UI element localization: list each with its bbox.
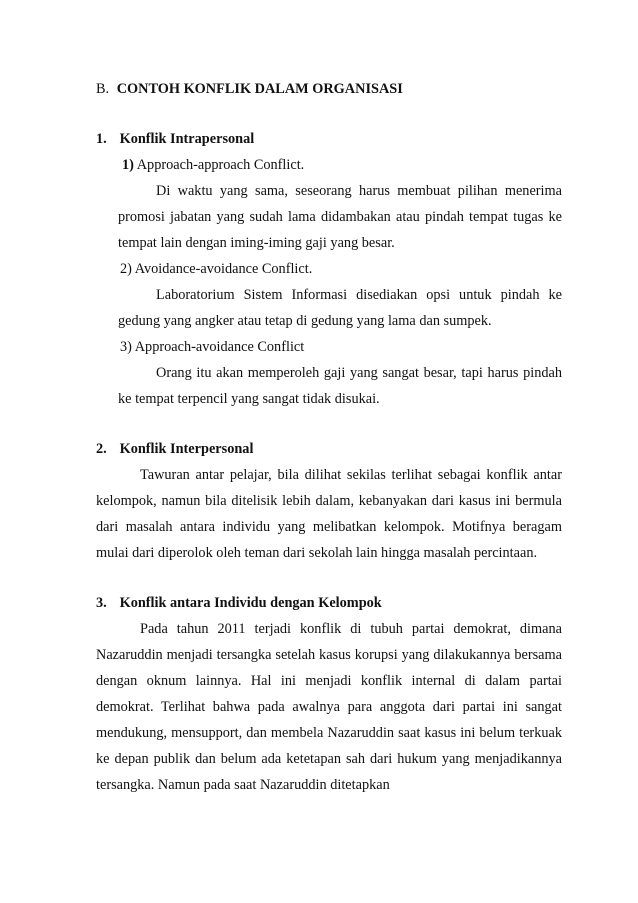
part-paragraph: Pada tahun 2011 terjadi konflik di tubuh partai demokrat, dimana Nazaruddin menjadi tersangka setelah kasus korupsi yang dilakukannya bersama dengan oknum lainnya. Hal ini menjadi konflik internal di dalam partai demokrat. Terlihat bahwa pada awalnya para anggota dari partai ini sangat mendukung, mensupport, dan membela Nazaruddin saat kasus ini belum terkuak ke depan publik dan belum ada ketetapan sah dari hukum yang menjadikannya tersangka. Namun pada saat Nazaruddin ditetapkan — [96, 621, 562, 793]
part-heading — [96, 436, 562, 462]
part-number: 2. — [96, 441, 107, 457]
section-label: B. — [96, 81, 110, 97]
part-heading — [96, 126, 562, 152]
sub-item-paragraph: Laboratorium Sistem Informasi disediakan opsi untuk pindah ke gedung yang angker atau tetap di gedung yang lama dan sumpek. — [118, 287, 562, 329]
section-title — [96, 76, 562, 102]
part-paragraph: Tawuran antar pelajar, bila dilihat sekilas terlihat sebagai konflik antar kelompok, namun bila ditelisik lebih dalam, kebanyakan dari kasus ini bermula dari masalah antara individu yang melibatkan kelompok. Motifnya beragam mulai dari diperolok oleh teman dari sekolah lain hingga masalah percintaan. — [96, 467, 562, 561]
part-number: 1. — [96, 131, 107, 147]
document-content — [96, 76, 562, 798]
sub-item-number: 3) — [120, 339, 132, 355]
sub-item-title — [122, 152, 562, 178]
part-individual-group — [96, 590, 562, 798]
sub-item-title-text: Avoidance-avoidance Conflict. — [134, 261, 313, 277]
part-intrapersonal — [96, 126, 562, 412]
part-heading-text: Konflik Interpersonal — [119, 441, 254, 457]
sub-item-paragraph: Di waktu yang sama, seseorang harus membuat pilihan menerima promosi jabatan yang sudah lama didambakan atau pindah tempat tugas ke tempat lain dengan iming-iming gaji yang besar. — [118, 183, 562, 251]
part-heading — [96, 590, 562, 616]
part-heading-text: Konflik antara Individu dengan Kelompok — [119, 595, 382, 611]
sub-item-number: 2) — [120, 261, 132, 277]
sub-item-title — [120, 334, 562, 360]
sub-item-number: 1) — [122, 157, 134, 173]
sub-item-title-text: Approach-avoidance Conflict — [134, 339, 305, 355]
part-heading-text: Konflik Intrapersonal — [119, 131, 255, 147]
sub-item-title — [120, 256, 562, 282]
part-interpersonal — [96, 436, 562, 566]
sub-item-paragraph: Orang itu akan memperoleh gaji yang sangat besar, tapi harus pindah ke tempat terpencil yang sangat tidak disukai. — [118, 365, 562, 407]
sub-item-title-text: Approach-approach Conflict. — [136, 157, 305, 173]
part-number: 3. — [96, 595, 107, 611]
section-title-text: CONTOH KONFLIK DALAM ORGANISASI — [116, 81, 403, 97]
